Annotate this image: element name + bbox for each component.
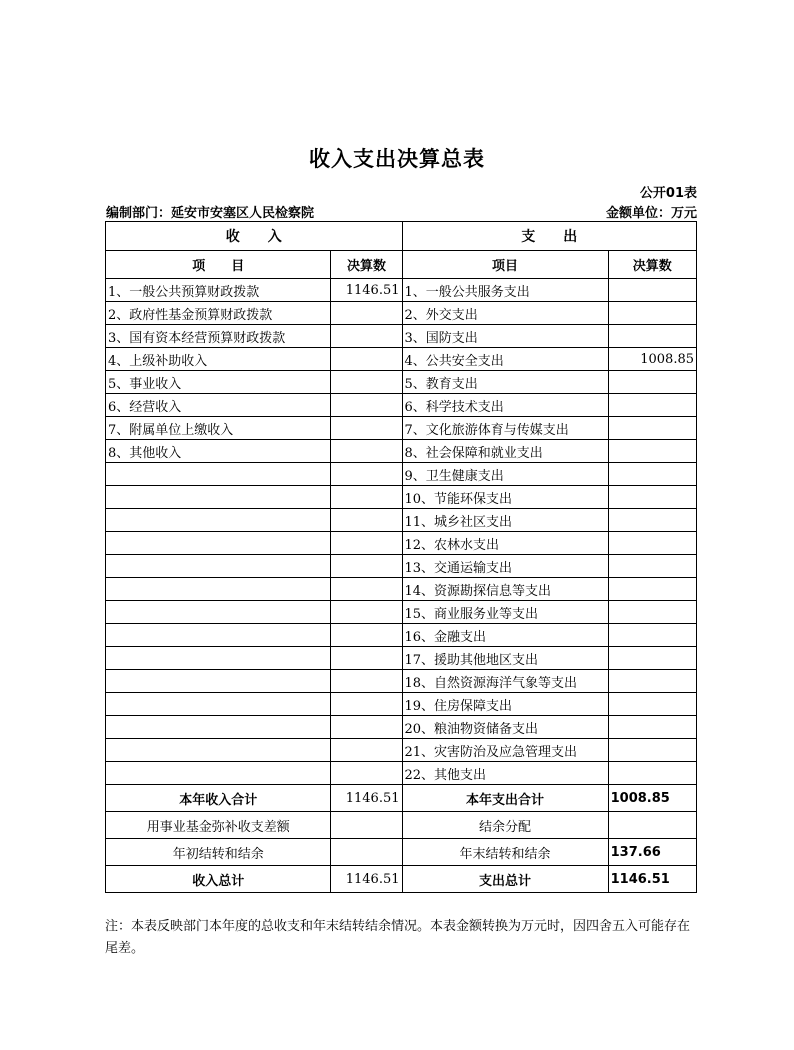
expense-amount-cell: [608, 647, 696, 670]
income-item-cell: [106, 532, 331, 555]
expense-amount-cell: [608, 440, 696, 463]
income-item-cell: 1、一般公共预算财政拨款: [106, 279, 331, 302]
expense-item-cell: 5、教育支出: [402, 371, 608, 394]
expense-total-label: 支出总计: [402, 866, 608, 893]
table-row: [106, 463, 697, 486]
income-item-cell: [106, 624, 331, 647]
footnote: 注：本表反映部门本年度的总收支和年末结转结余情况。本表金额转换为万元时，因四舍五入可能存在尾差。: [105, 919, 691, 956]
income-amount-cell: [331, 486, 402, 509]
income-amount-cell: [331, 578, 402, 601]
expense-item-cell: 10、节能环保支出: [402, 486, 608, 509]
total-row: [106, 785, 697, 812]
income-item-cell: 3、国有资本经营预算财政拨款: [106, 325, 331, 348]
table-row: [106, 325, 697, 348]
expense-item-cell: 11、城乡社区支出: [402, 509, 608, 532]
income-amount-cell: [331, 371, 402, 394]
income-item-cell: [106, 509, 331, 532]
income-item-cell: [106, 555, 331, 578]
page-title: 收入支出决算总表: [309, 147, 485, 171]
expense-item-cell: 21、灾害防治及应急管理支出: [402, 739, 608, 762]
expense-total-label: 年末结转和结余: [402, 839, 608, 866]
expense-amount-cell: [608, 532, 696, 555]
income-amount-cell: [331, 417, 402, 440]
expense-item-cell: 15、商业服务业等支出: [402, 601, 608, 624]
table-row: [106, 394, 697, 417]
income-amount-cell: [331, 716, 402, 739]
table-row: [106, 486, 697, 509]
table-row: [106, 647, 697, 670]
expense-amount-cell: [608, 371, 696, 394]
table-row: [106, 371, 697, 394]
income-section-header: 收 入: [106, 222, 403, 251]
expense-item-cell: 12、农林水支出: [402, 532, 608, 555]
income-item-cell: [106, 578, 331, 601]
expense-item-cell: 22、其他支出: [402, 762, 608, 785]
income-amount-header: 决算数: [331, 251, 402, 279]
income-amount-cell: [331, 739, 402, 762]
income-amount-cell: [331, 394, 402, 417]
expense-amount-cell: [608, 417, 696, 440]
expense-amount-cell: [608, 486, 696, 509]
expense-amount-cell: [608, 739, 696, 762]
expense-amount-cell: [608, 302, 696, 325]
income-amount-cell: [331, 440, 402, 463]
expense-amount-cell: [608, 463, 696, 486]
income-total-amount: 1146.51: [331, 866, 402, 893]
expense-item-cell: 3、国防支出: [402, 325, 608, 348]
income-total-amount: [331, 839, 402, 866]
form-number: 公开01表: [639, 186, 697, 201]
expense-amount-cell: [608, 670, 696, 693]
income-amount-cell: [331, 555, 402, 578]
expense-item-cell: 6、科学技术支出: [402, 394, 608, 417]
expense-total-label: 本年支出合计: [402, 785, 608, 812]
table-row: [106, 601, 697, 624]
expense-amount-cell: [608, 578, 696, 601]
income-item-header: 项 目: [106, 251, 331, 279]
income-total-label: 本年收入合计: [106, 785, 331, 812]
expense-item-cell: 4、公共安全支出: [402, 348, 608, 371]
expense-item-cell: 1、一般公共服务支出: [402, 279, 608, 302]
income-item-cell: 5、事业收入: [106, 371, 331, 394]
income-expense-table: [105, 221, 697, 893]
expense-item-header: 项目: [402, 251, 608, 279]
expense-amount-cell: 1008.85: [608, 348, 696, 371]
expense-amount-cell: [608, 279, 696, 302]
table-row: [106, 440, 697, 463]
table-row: [106, 509, 697, 532]
income-item-cell: 6、经营收入: [106, 394, 331, 417]
table-row: [106, 417, 697, 440]
column-header-row: [106, 251, 697, 279]
income-amount-cell: [331, 532, 402, 555]
expense-amount-cell: [608, 762, 696, 785]
expense-total-label: 结余分配: [402, 812, 608, 839]
expense-item-cell: 19、住房保障支出: [402, 693, 608, 716]
income-amount-cell: [331, 647, 402, 670]
expense-total-amount: 137.66: [608, 839, 696, 866]
expense-item-cell: 13、交通运输支出: [402, 555, 608, 578]
table-row: [106, 348, 697, 371]
total-row: [106, 839, 697, 866]
expense-total-amount: 1008.85: [608, 785, 696, 812]
expense-amount-cell: [608, 555, 696, 578]
income-item-cell: [106, 601, 331, 624]
income-total-label: 用事业基金弥补收支差额: [106, 812, 331, 839]
income-item-cell: [106, 739, 331, 762]
income-amount-cell: [331, 624, 402, 647]
income-amount-cell: [331, 348, 402, 371]
income-item-cell: [106, 762, 331, 785]
expense-item-cell: 9、卫生健康支出: [402, 463, 608, 486]
income-amount-cell: 1146.51: [331, 279, 402, 302]
income-item-cell: 2、政府性基金预算财政拨款: [106, 302, 331, 325]
income-item-cell: [106, 486, 331, 509]
income-item-cell: 4、上级补助收入: [106, 348, 331, 371]
income-amount-cell: [331, 463, 402, 486]
table-row: [106, 555, 697, 578]
table-row: [106, 739, 697, 762]
table-row: [106, 670, 697, 693]
total-row: [106, 866, 697, 893]
expense-item-cell: 14、资源勘探信息等支出: [402, 578, 608, 601]
expense-amount-cell: [608, 325, 696, 348]
table-row: [106, 762, 697, 785]
table-row: [106, 716, 697, 739]
expense-item-cell: 2、外交支出: [402, 302, 608, 325]
table-row: [106, 279, 697, 302]
table-row: [106, 624, 697, 647]
income-item-cell: 7、附属单位上缴收入: [106, 417, 331, 440]
currency-unit-label: 金额单位：万元: [605, 206, 697, 221]
income-item-cell: [106, 647, 331, 670]
income-total-amount: 1146.51: [331, 785, 402, 812]
expense-amount-header: 决算数: [608, 251, 696, 279]
income-amount-cell: [331, 509, 402, 532]
expense-amount-cell: [608, 394, 696, 417]
income-item-cell: [106, 716, 331, 739]
expense-item-cell: 8、社会保障和就业支出: [402, 440, 608, 463]
income-total-amount: [331, 812, 402, 839]
expense-item-cell: 17、援助其他地区支出: [402, 647, 608, 670]
income-item-cell: [106, 670, 331, 693]
income-amount-cell: [331, 670, 402, 693]
table-row: [106, 578, 697, 601]
income-amount-cell: [331, 601, 402, 624]
income-amount-cell: [331, 762, 402, 785]
income-amount-cell: [331, 302, 402, 325]
expense-item-cell: 20、粮油物资储备支出: [402, 716, 608, 739]
table-row: [106, 693, 697, 716]
income-item-cell: [106, 463, 331, 486]
expense-amount-cell: [608, 693, 696, 716]
income-item-cell: 8、其他收入: [106, 440, 331, 463]
expense-total-amount: 1146.51: [608, 866, 696, 893]
table-row: [106, 532, 697, 555]
income-total-label: 收入总计: [106, 866, 331, 893]
income-amount-cell: [331, 693, 402, 716]
expense-amount-cell: [608, 601, 696, 624]
section-header-row: [106, 222, 697, 251]
table-row: [106, 302, 697, 325]
expense-total-amount: [608, 812, 696, 839]
expense-item-cell: 16、金融支出: [402, 624, 608, 647]
department-label: 编制部门：延安市安塞区人民检察院: [106, 206, 315, 221]
income-total-label: 年初结转和结余: [106, 839, 331, 866]
expense-amount-cell: [608, 716, 696, 739]
expense-section-header: 支 出: [402, 222, 697, 251]
expense-amount-cell: [608, 509, 696, 532]
total-row: [106, 812, 697, 839]
expense-item-cell: 18、自然资源海洋气象等支出: [402, 670, 608, 693]
income-item-cell: [106, 693, 331, 716]
expense-amount-cell: [608, 624, 696, 647]
income-amount-cell: [331, 325, 402, 348]
expense-item-cell: 7、文化旅游体育与传媒支出: [402, 417, 608, 440]
